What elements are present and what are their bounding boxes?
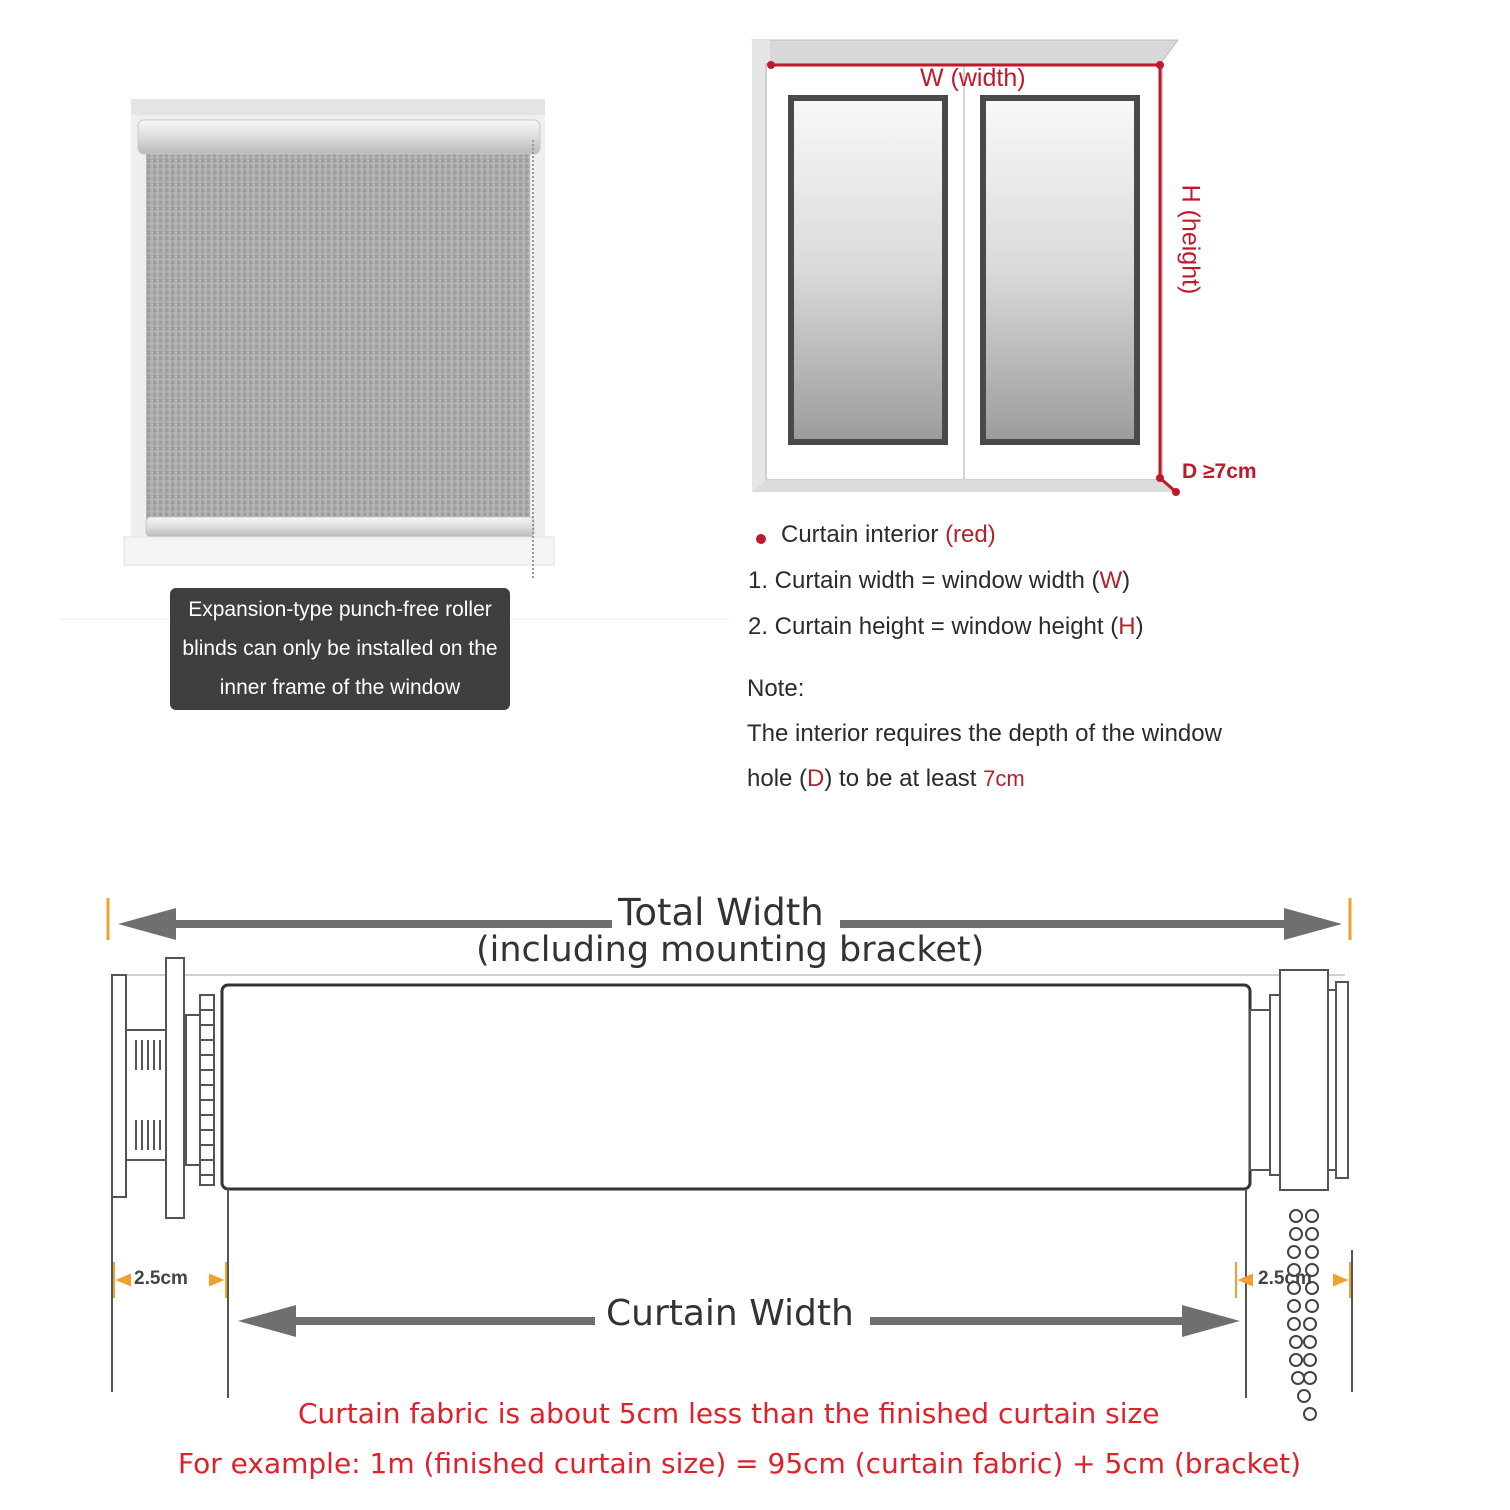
bead-chain bbox=[1288, 1210, 1318, 1420]
total-width-sub-label: (including mounting bracket) bbox=[476, 930, 985, 970]
legend-bullet bbox=[756, 534, 766, 544]
right-bracket-dimension: 2.5cm bbox=[1258, 1268, 1312, 1289]
total-width-label: Total Width bbox=[612, 891, 830, 934]
fabric-note: Curtain fabric is about 5cm less than the finished curtain size bbox=[298, 1397, 1160, 1430]
window-diagram bbox=[752, 40, 1178, 492]
blind-bottom-bar bbox=[146, 517, 534, 537]
left-bracket-dimension: 2.5cm bbox=[134, 1268, 188, 1289]
note-title: Note: bbox=[747, 675, 805, 702]
note-line-1: The interior requires the depth of the window bbox=[747, 720, 1222, 747]
depth-label: D ≥7cm bbox=[1182, 460, 1257, 483]
blind-fabric bbox=[146, 150, 530, 520]
installation-caption: Expansion-type punch-free roller blinds can only be installed on the inner frame of the window bbox=[170, 588, 510, 710]
legend-line-1: Curtain interior (red) bbox=[781, 521, 996, 548]
right-mounting-bracket bbox=[1250, 970, 1348, 1190]
legend-line-3: 2. Curtain height = window height (H) bbox=[748, 613, 1144, 640]
note-line-2: hole (D) to be at least 7cm bbox=[747, 765, 1025, 792]
blind-top-roller bbox=[138, 120, 540, 154]
legend-line-2: 1. Curtain width = window width (W) bbox=[748, 567, 1131, 594]
height-label: H (height) bbox=[1176, 184, 1205, 295]
curtain-width-label: Curtain Width bbox=[600, 1293, 860, 1334]
example-note: For example: 1m (finished curtain size) = 95cm (curtain fabric) + 5cm (bracket) bbox=[178, 1447, 1301, 1480]
left-mounting-bracket bbox=[112, 958, 214, 1218]
width-label: W (width) bbox=[920, 64, 1026, 92]
roller-tube bbox=[222, 985, 1250, 1189]
